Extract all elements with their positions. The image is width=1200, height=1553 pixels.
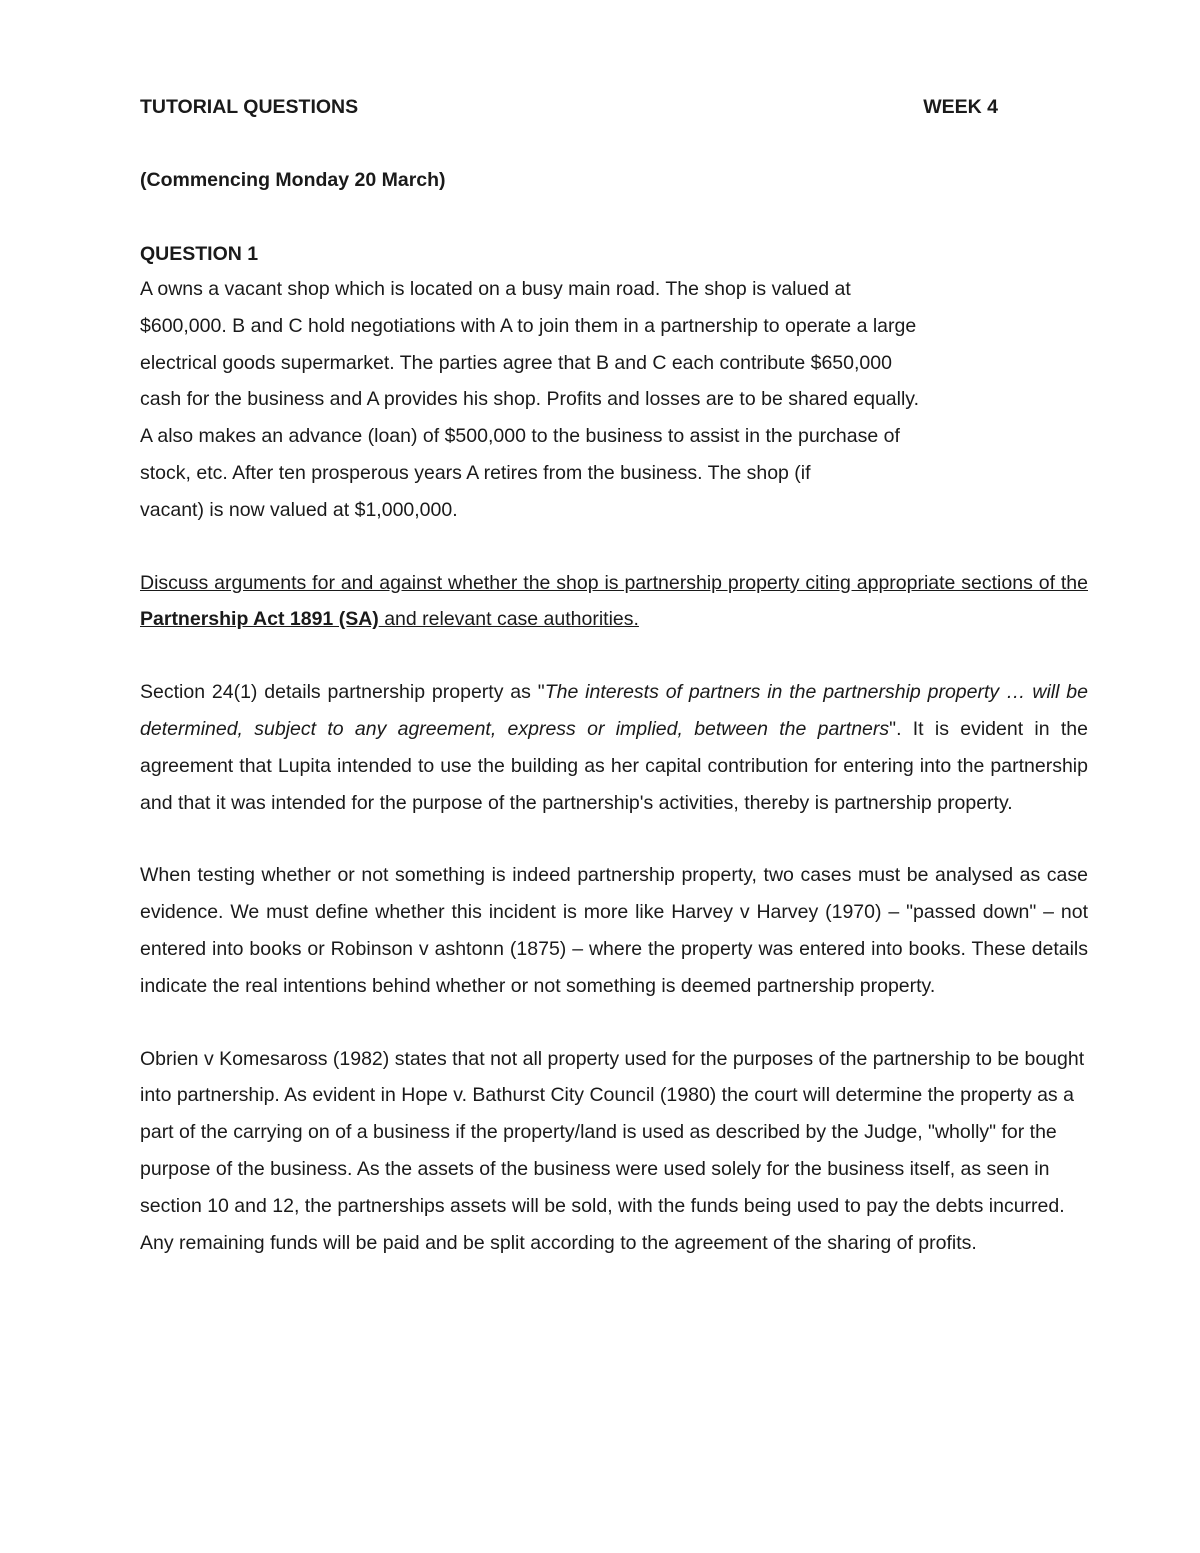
question-title: QUESTION 1: [140, 243, 259, 265]
week-label: WEEK 4: [923, 96, 998, 118]
question-line: $600,000. B and C hold negotiations with A to join them in a partnership to operate a large: [140, 314, 917, 337]
question-line: electrical goods supermarket. The parties agree that B and C each contribute $650,000: [140, 351, 892, 374]
para1-end: ". It is evident in the agreement that Lupita intended to use the building as her capital contribution for entering into the partnership and that it was intended for the purpose of the partnership's activities, thereby is partnership property.: [140, 717, 1088, 814]
question-body: [140, 271, 1088, 529]
para1-quote: The interests of partners in the partnership property … will be determined, subject to any agreement, express or implied, between the partners: [140, 681, 1089, 740]
question-line: stock, etc. After ten prosperous years A retires from the business. The shop (if: [140, 461, 811, 484]
document-title: TUTORIAL QUESTIONS: [140, 96, 359, 118]
answer-paragraph-3: Obrien v Komesaross (1982) states that not all property used for the purposes of the partnership to be bought into partnership. As evident in Hope v. Bathurst City Council (1980) the court will determine the property as a part of the carrying on of a business if the property/land is used as described by the Judge, "wholly" for the purpose of the business. As the assets of the business were used solely for the business itself, as seen in section 10 and 12, the partnerships assets will be sold, with the funds being used to pay the debts incurred. Any remaining funds will be paid and be split according to the agreement of the sharing of profits.: [140, 1047, 1085, 1254]
answer-paragraph-2: When testing whether or not something is indeed partnership property, two cases must be analysed as case evidence. We must define whether this incident is more like Harvey v Harvey (1970) – "passed down" – not entered into books or Robinson v ashtonn (1875) – where the property was entered into books. These details indicate the real intentions behind whether or not something is deemed partnership property.: [140, 864, 1088, 997]
question-line: cash for the business and A provides his shop. Profits and losses are to be shared equally.: [140, 388, 920, 411]
task-suffix: and relevant case authorities.: [378, 608, 639, 631]
commencing-date: (Commencing Monday 20 March): [140, 169, 446, 191]
task-act-name: Partnership Act 1891 (SA): [140, 608, 379, 631]
question-line: vacant) is now valued at $1,000,000.: [140, 498, 458, 521]
header: [140, 94, 998, 120]
task-prefix: Discuss arguments for and against whether the shop is partnership property citing appropriate sections of the: [140, 571, 1088, 594]
document-page: [140, 94, 1088, 1261]
answer-paragraph-1: [140, 674, 1088, 821]
question-line: A owns a vacant shop which is located on a busy main road. The shop is valued at: [140, 278, 851, 300]
question-line: A also makes an advance (loan) of $500,000 to the business to assist in the purchase of: [140, 425, 900, 448]
para1-start: Section 24(1) details partnership property as ": [140, 681, 545, 704]
task-instruction: [140, 565, 1088, 639]
